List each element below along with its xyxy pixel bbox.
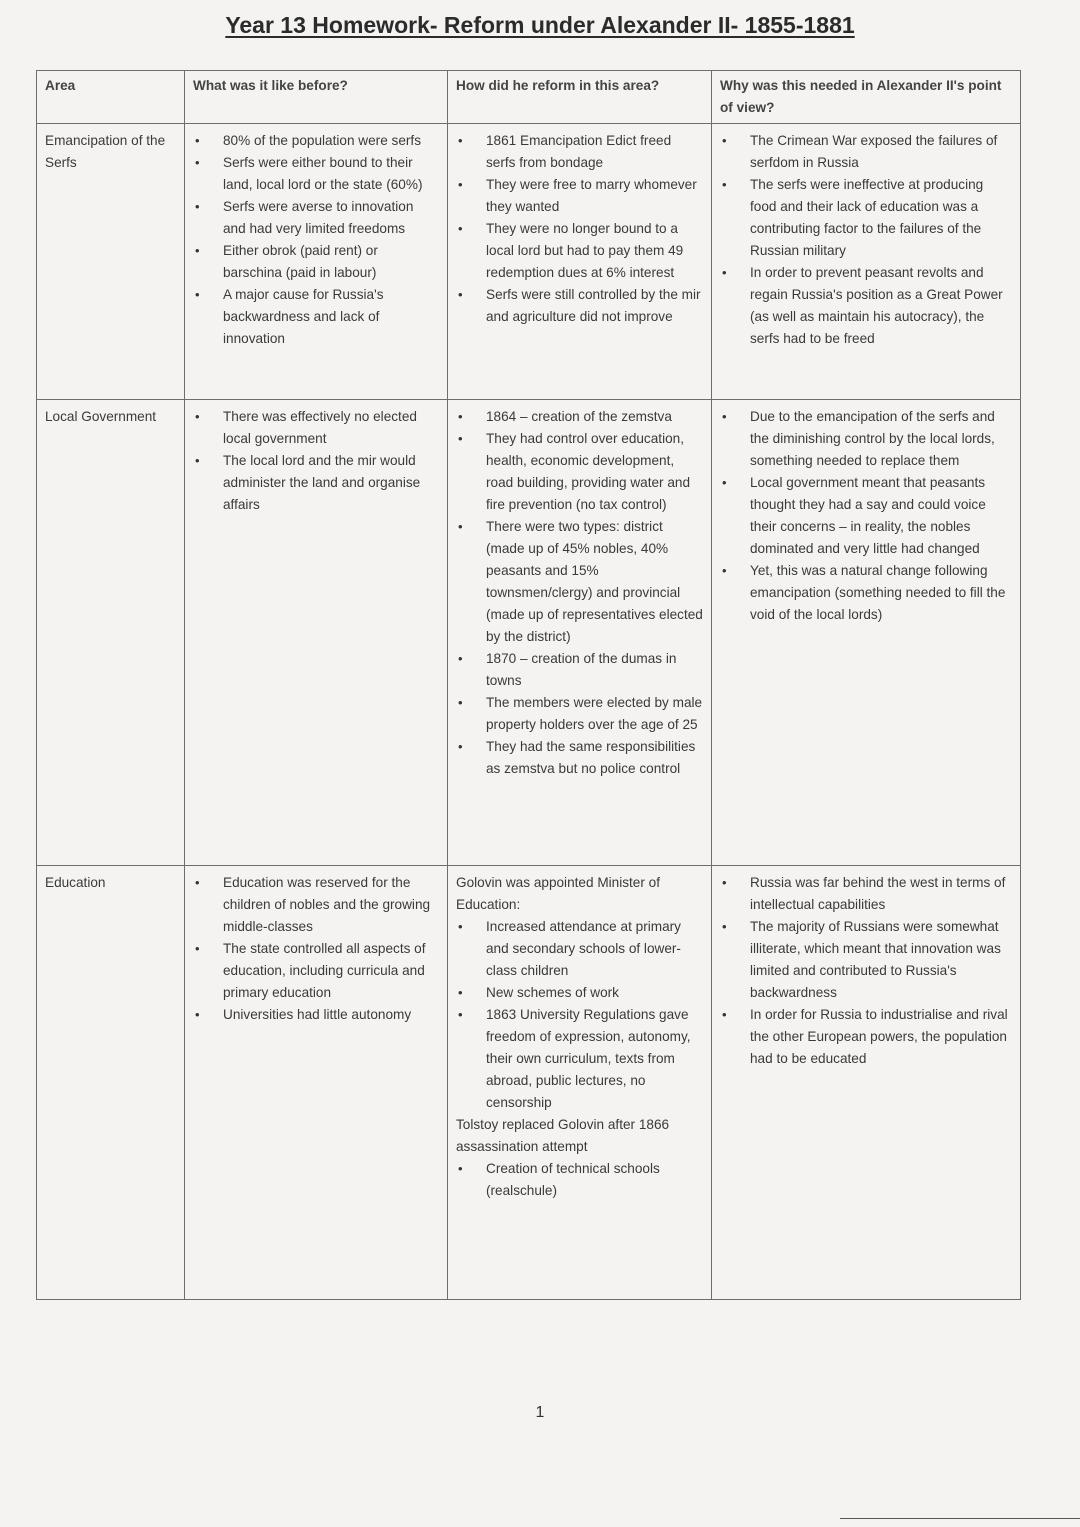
before-cell (185, 400, 448, 866)
why-cell (712, 866, 1021, 1300)
list-item: • Due to the emancipation of the serfs and the diminishing control by the local lords, something needed to replace them (750, 406, 1012, 472)
list-item: • The members were elected by male property holders over the age of 25 (486, 692, 703, 736)
list-item: • There were two types: district (made up of 45% nobles, 40% peasants and 15% townsmen/clergy) and provincial (made up of representatives elected by the district) (486, 516, 703, 648)
list-item: • The majority of Russians were somewhat illiterate, which meant that innovation was limited and contributed to Russia's backwardness (750, 916, 1012, 1004)
why-list (720, 406, 1012, 626)
list-item: • They were free to marry whomever they wanted (486, 174, 703, 218)
list-item: • Yet, this was a natural change following emancipation (something needed to fill the void of the local lords) (750, 560, 1012, 626)
before-list (193, 130, 439, 350)
header-area: Area (37, 71, 185, 124)
list-item: • Serfs were either bound to their land, local lord or the state (60%) (223, 152, 439, 196)
area-cell (37, 400, 185, 866)
header-why: Why was this needed in Alexander II's point of view? (712, 71, 1021, 124)
list-item: • The state controlled all aspects of education, including curricula and primary education (223, 938, 439, 1004)
before-list (193, 872, 439, 1026)
list-item: • New schemes of work (486, 982, 703, 1004)
reform-list (456, 130, 703, 328)
why-cell (712, 124, 1021, 400)
list-item: • Local government meant that peasants thought they had a say and could voice their concerns – in reality, the nobles dominated and very little had changed (750, 472, 1012, 560)
reform-list-after (456, 1158, 703, 1202)
header-before: What was it like before? (185, 71, 448, 124)
header-reform: How did he reform in this area? (448, 71, 712, 124)
reform-list (456, 406, 703, 780)
list-item: • They were no longer bound to a local lord but had to pay them 49 redemption dues at 6% interest (486, 218, 703, 284)
list-item: • The serfs were ineffective at producing food and their lack of education was a contributing factor to the failures of the Russian military (750, 174, 1012, 262)
reform-table (36, 70, 1021, 1300)
before-cell (185, 866, 448, 1300)
list-item: • Serfs were still controlled by the mir and agriculture did not improve (486, 284, 703, 328)
list-item: • They had control over education, health, economic development, road building, providing water and fire prevention (no tax control) (486, 428, 703, 516)
list-item: • In order for Russia to industrialise and rival the other European powers, the population had to be educated (750, 1004, 1012, 1070)
list-item: • There was effectively no elected local government (223, 406, 439, 450)
page-title: Year 13 Homework- Reform under Alexander II- 1855-1881 (225, 12, 855, 38)
area-cell (37, 124, 185, 400)
why-list (720, 130, 1012, 350)
bottom-rule (840, 1518, 1080, 1519)
why-cell (712, 400, 1021, 866)
table-row (37, 866, 1021, 1300)
area-label: Emancipation of the Serfs (45, 133, 166, 170)
area-label: Education (45, 875, 106, 890)
table-row (37, 400, 1021, 866)
before-list (193, 406, 439, 516)
reform-mid: Tolstoy replaced Golovin after 1866 assassination attempt (456, 1117, 670, 1154)
list-item: • 1861 Emancipation Edict freed serfs from bondage (486, 130, 703, 174)
reform-cell (448, 124, 712, 400)
list-item: • They had the same responsibilities as zemstva but no police control (486, 736, 703, 780)
reform-cell (448, 866, 712, 1300)
list-item: • Russia was far behind the west in terms of intellectual capabilities (750, 872, 1012, 916)
table-row (37, 124, 1021, 400)
area-label: Local Government (45, 409, 157, 424)
list-item: • Serfs were averse to innovation and had very limited freedoms (223, 196, 439, 240)
reform-intro: Golovin was appointed Minister of Education: (456, 875, 661, 912)
why-list (720, 872, 1012, 1070)
header-row (37, 71, 1021, 124)
list-item: • Universities had little autonomy (223, 1004, 439, 1026)
list-item: • In order to prevent peasant revolts and regain Russia's position as a Great Power (as well as maintain his autocracy), the serfs had to be freed (750, 262, 1012, 350)
list-item: • A major cause for Russia's backwardness and lack of innovation (223, 284, 439, 350)
list-item: • 1864 – creation of the zemstva (486, 406, 703, 428)
page-number: 1 (535, 1404, 545, 1421)
list-item: • 80% of the population were serfs (223, 130, 439, 152)
before-cell (185, 124, 448, 400)
list-item: • The local lord and the mir would administer the land and organise affairs (223, 450, 439, 516)
list-item: • Increased attendance at primary and secondary schools of lower-class children (486, 916, 703, 982)
list-item: • 1870 – creation of the dumas in towns (486, 648, 703, 692)
area-cell (37, 866, 185, 1300)
list-item: • The Crimean War exposed the failures of serfdom in Russia (750, 130, 1012, 174)
list-item: • Education was reserved for the children of nobles and the growing middle-classes (223, 872, 439, 938)
reform-list (456, 916, 703, 1114)
reform-cell (448, 400, 712, 866)
list-item: • Either obrok (paid rent) or barschina (paid in labour) (223, 240, 439, 284)
list-item: • Creation of technical schools (realschule) (486, 1158, 703, 1202)
list-item: • 1863 University Regulations gave freedom of expression, autonomy, their own curriculum, texts from abroad, public lectures, no censorship (486, 1004, 703, 1114)
